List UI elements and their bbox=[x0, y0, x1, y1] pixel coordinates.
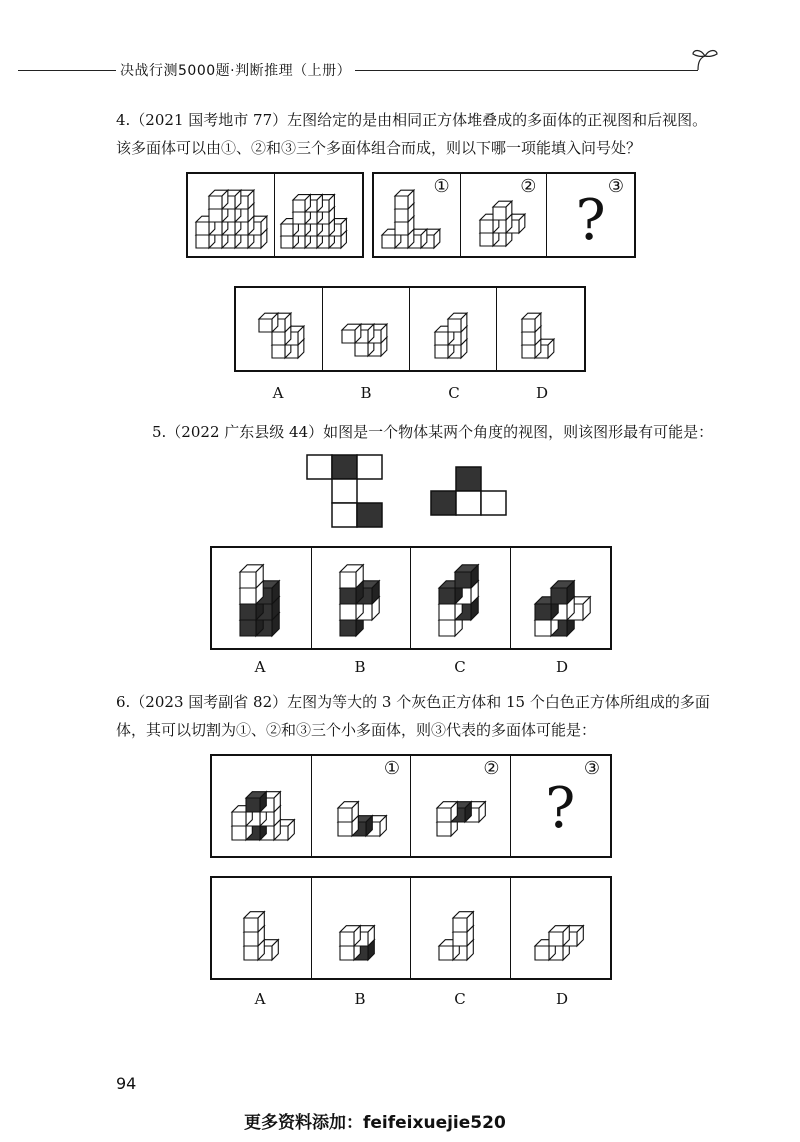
q4-options-panel bbox=[234, 286, 586, 372]
q6-source-solid bbox=[212, 756, 312, 856]
page-number: 94 bbox=[116, 1074, 137, 1093]
question-mark-glyph: ? bbox=[575, 188, 606, 253]
component-2-label: ② bbox=[520, 176, 537, 197]
cube-face bbox=[455, 572, 471, 588]
q6-option-d-label[interactable]: D bbox=[555, 990, 569, 1008]
q6-component-2 bbox=[411, 756, 511, 856]
running-header-title: 决战行测5000题·判断推理（上册） bbox=[116, 60, 355, 80]
cube-face bbox=[395, 222, 408, 235]
cube-face bbox=[232, 812, 246, 826]
cube-face bbox=[439, 620, 455, 636]
q5-option-c-label[interactable]: C bbox=[454, 658, 466, 676]
q6-figures-panel bbox=[210, 754, 612, 858]
cube-face bbox=[437, 808, 451, 822]
cube-face bbox=[240, 572, 256, 588]
q6-option-b-label[interactable]: B bbox=[354, 990, 366, 1008]
cube-face bbox=[209, 209, 222, 222]
cube-face bbox=[439, 588, 455, 604]
q5-option-b-figure[interactable] bbox=[312, 548, 412, 648]
q4-front-view bbox=[188, 174, 275, 256]
cube-face bbox=[342, 330, 355, 343]
header-rule-left bbox=[18, 70, 118, 71]
q4-option-c-figure[interactable] bbox=[410, 288, 497, 370]
component-3-label: ③ bbox=[607, 176, 624, 197]
cube-face bbox=[535, 946, 549, 960]
q5-option-b-label[interactable]: B bbox=[354, 658, 366, 676]
q4-back-view bbox=[275, 174, 362, 256]
q5-option-a-label[interactable]: A bbox=[254, 658, 266, 676]
cube-face bbox=[240, 620, 256, 636]
component-2-label: ② bbox=[483, 758, 500, 779]
cube-face bbox=[340, 588, 356, 604]
cube-face bbox=[453, 918, 467, 932]
q4-components-panel bbox=[372, 172, 636, 258]
q4-component-1 bbox=[374, 174, 461, 256]
q4-option-d-figure[interactable] bbox=[497, 288, 584, 370]
cube-face bbox=[395, 196, 408, 209]
q6-component-1 bbox=[312, 756, 412, 856]
footer-contact-note: 更多资料添加：feifeixuejie520 bbox=[244, 1113, 506, 1133]
cube-face bbox=[493, 207, 506, 220]
q4-given-views-panel bbox=[186, 172, 364, 258]
q6-option-c-label[interactable]: C bbox=[454, 990, 466, 1008]
q5-option-a-figure[interactable] bbox=[212, 548, 312, 648]
component-3-label: ③ bbox=[583, 758, 600, 779]
q6-options-panel bbox=[210, 876, 612, 980]
cube-face bbox=[435, 332, 448, 345]
cube-face bbox=[549, 932, 563, 946]
q4-option-d-label[interactable]: D bbox=[535, 384, 549, 402]
cube-face bbox=[382, 235, 395, 248]
q4-component-2 bbox=[461, 174, 548, 256]
cube-face bbox=[522, 332, 535, 345]
cube-face bbox=[272, 345, 285, 358]
q6-option-d-figure[interactable] bbox=[511, 878, 611, 978]
cube-face bbox=[522, 319, 535, 332]
cube-face bbox=[340, 604, 356, 620]
cube-face bbox=[272, 332, 285, 345]
header-rule-right bbox=[346, 70, 698, 71]
question-4-text: 4.（2021 国考地市 77）左图给定的是由相同正方体堆叠成的多面体的正视图和后视图。该多面体可以由①、②和③三个多面体组合而成，则以下哪一项能填入问号处？ bbox=[116, 111, 708, 157]
cube-face bbox=[535, 620, 551, 636]
component-1-label: ① bbox=[433, 176, 450, 197]
cube-face bbox=[395, 209, 408, 222]
cube-face bbox=[480, 233, 493, 246]
cube-face bbox=[448, 319, 461, 332]
cube-face bbox=[293, 200, 305, 212]
cube-face bbox=[196, 235, 209, 248]
q5-option-d-figure[interactable] bbox=[511, 548, 611, 648]
q6-option-a-figure[interactable] bbox=[212, 878, 312, 978]
cube-face bbox=[240, 604, 256, 620]
cube-face bbox=[209, 196, 222, 209]
q6-option-c-figure[interactable] bbox=[411, 878, 511, 978]
cube-face bbox=[246, 798, 260, 812]
cube-face bbox=[338, 808, 352, 822]
q4-option-a-figure[interactable] bbox=[236, 288, 323, 370]
question-mark-glyph: ? bbox=[545, 776, 576, 841]
cube-face bbox=[244, 932, 258, 946]
question-5-text: 5.（2022 广东县级 44）如图是一个物体某两个角度的视图，则该图形最有可能是： bbox=[152, 423, 714, 441]
cube-face bbox=[340, 932, 354, 946]
cube-face bbox=[439, 604, 455, 620]
cube-face bbox=[480, 220, 493, 233]
cube-face bbox=[340, 946, 354, 960]
q4-option-b-figure[interactable] bbox=[323, 288, 410, 370]
cube-face bbox=[437, 822, 451, 836]
question-6-text: 6.（2023 国考副省 82）左图为等大的 3 个灰色正方体和 15 个白色正方体所组成的多面体，其可以切割为①、②和③三个小多面体，则③代表的多面体可能是： bbox=[116, 693, 710, 739]
cube-face bbox=[240, 588, 256, 604]
q4-option-a-label[interactable]: A bbox=[272, 384, 284, 402]
cube-face bbox=[453, 932, 467, 946]
cube-face bbox=[535, 604, 551, 620]
cube-face bbox=[439, 946, 453, 960]
cube-face bbox=[340, 620, 356, 636]
q4-option-b-label[interactable]: B bbox=[360, 384, 372, 402]
cube-face bbox=[340, 572, 356, 588]
cube-face bbox=[244, 946, 258, 960]
cube-face bbox=[281, 224, 293, 236]
cube-face bbox=[196, 222, 209, 235]
cube-face bbox=[522, 345, 535, 358]
q5-view-2 bbox=[430, 466, 510, 518]
sprout-icon bbox=[690, 42, 720, 72]
cube-face bbox=[338, 822, 352, 836]
cube-face bbox=[435, 345, 448, 358]
cube-face bbox=[355, 343, 368, 356]
q6-option-a-label[interactable]: A bbox=[254, 990, 266, 1008]
q6-component-3 bbox=[511, 756, 611, 856]
q6-option-b-figure[interactable] bbox=[312, 878, 412, 978]
q5-option-c-figure[interactable] bbox=[411, 548, 511, 648]
cube-face bbox=[232, 826, 246, 840]
q5-view-1 bbox=[306, 454, 386, 530]
q4-component-3 bbox=[547, 174, 634, 256]
q5-options-panel bbox=[210, 546, 612, 650]
cube-face bbox=[293, 212, 305, 224]
component-1-label: ① bbox=[383, 758, 400, 779]
q5-option-d-label[interactable]: D bbox=[555, 658, 569, 676]
cube-face bbox=[259, 319, 272, 332]
cube-face bbox=[281, 236, 293, 248]
cube-face bbox=[244, 918, 258, 932]
cube-face bbox=[551, 588, 567, 604]
q4-option-c-label[interactable]: C bbox=[448, 384, 460, 402]
